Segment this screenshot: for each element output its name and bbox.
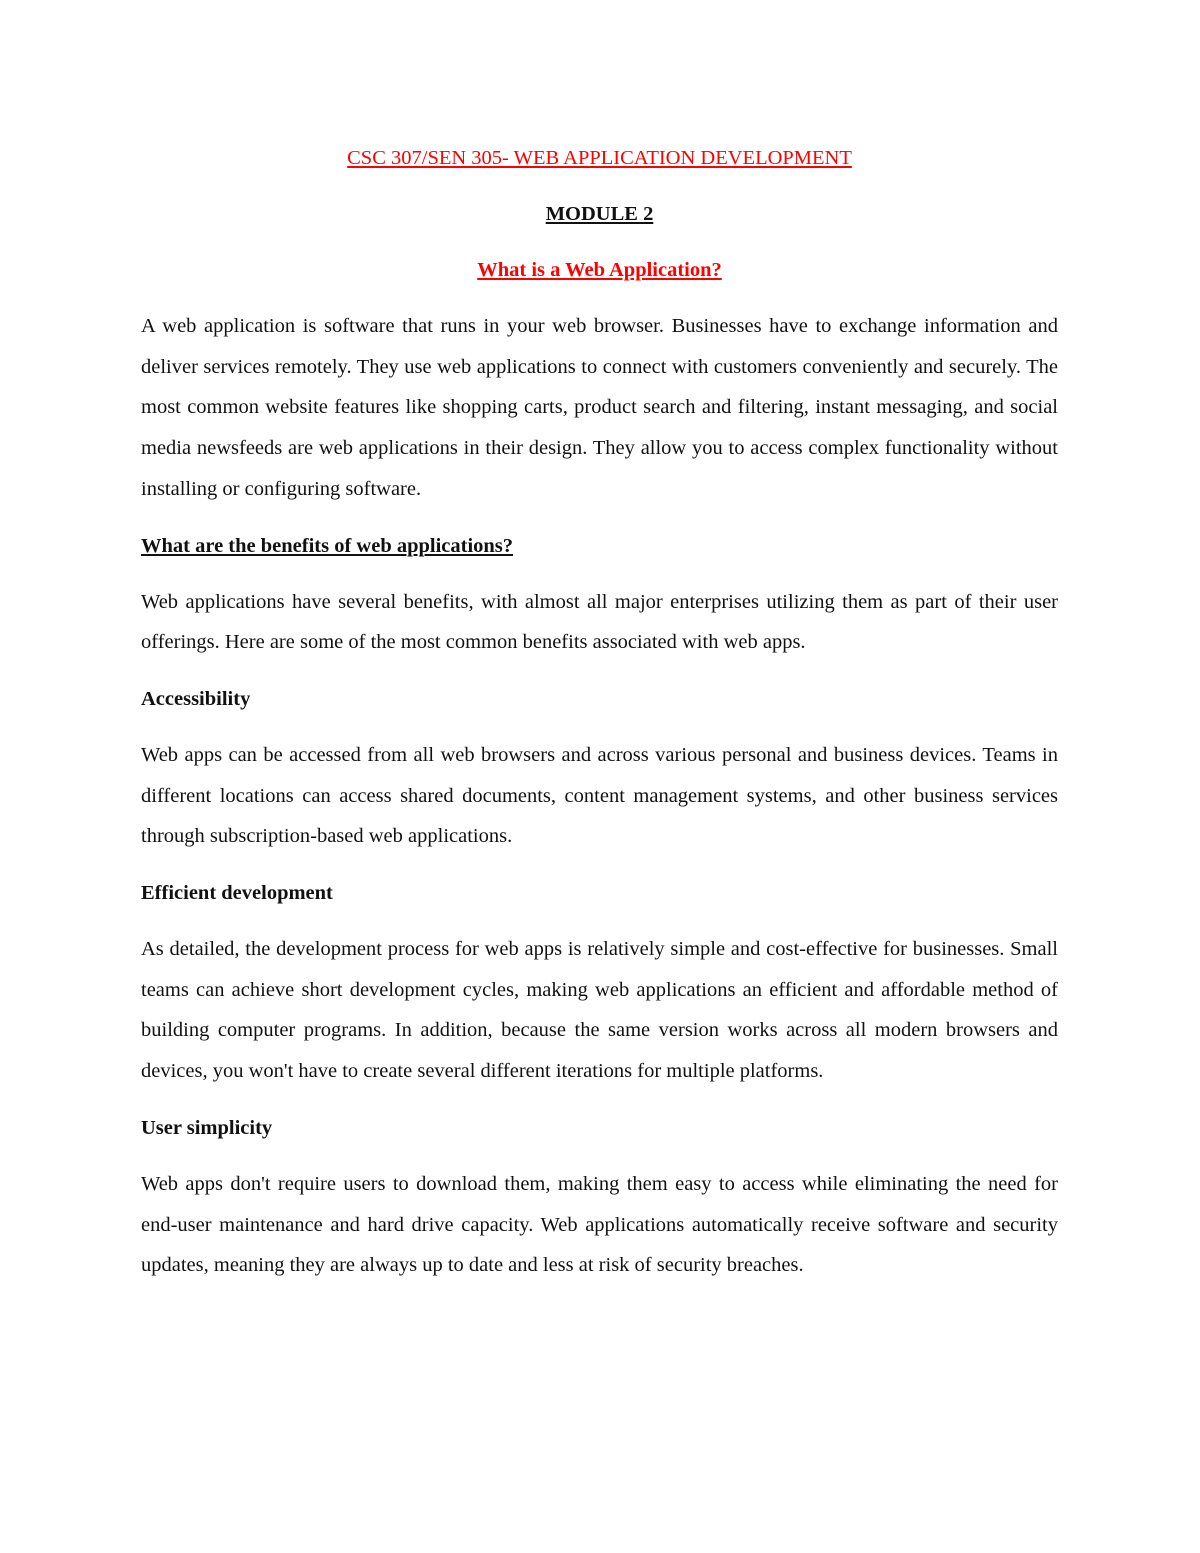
user-simplicity-heading: User simplicity	[141, 1116, 273, 1139]
accessibility-heading: Accessibility	[141, 687, 251, 710]
benefits-heading: What are the benefits of web applications?	[141, 534, 514, 557]
document-body	[141, 138, 1058, 1286]
intro-paragraph: A web application is software that runs in your web browser. Businesses have to exchange information and deliver services remotely. They use web applications to connect with customers conveniently and securely. The most common website features like shopping carts, product search and filtering, instant messaging, and social media newsfeeds are web applications in their design. They allow you to access complex functionality without installing or configuring software.	[141, 315, 1058, 500]
efficient-development-heading: Efficient development	[141, 882, 333, 905]
course-title: CSC 307/SEN 305- WEB APPLICATION DEVELOPMENT	[347, 147, 852, 169]
module-label: MODULE 2	[545, 203, 654, 225]
accessibility-paragraph: Web apps can be accessed from all web browsers and across various personal and business devices. Teams in different locations can access shared documents, content management systems, and other business services through subscription-based web applications.	[141, 743, 1058, 848]
user-simplicity-paragraph: Web apps don't require users to download them, making them easy to access while eliminating the need for end-user maintenance and hard drive capacity. Web applications automatically receive software and security updates, meaning they are always up to date and less at risk of security breaches.	[141, 1172, 1058, 1277]
efficient-development-paragraph: As detailed, the development process for web apps is relatively simple and cost-effective for businesses. Small teams can achieve short development cycles, making web applications an efficient and affordable method of building computer programs. In addition, because the same version works across all modern browsers and devices, you won't have to create several different iterations for multiple platforms.	[141, 938, 1058, 1083]
section-title: What is a Web Application?	[477, 259, 722, 281]
benefits-paragraph: Web applications have several benefits, with almost all major enterprises utilizing them as part of their user offerings. Here are some of the most common benefits associated with web apps.	[141, 590, 1058, 654]
